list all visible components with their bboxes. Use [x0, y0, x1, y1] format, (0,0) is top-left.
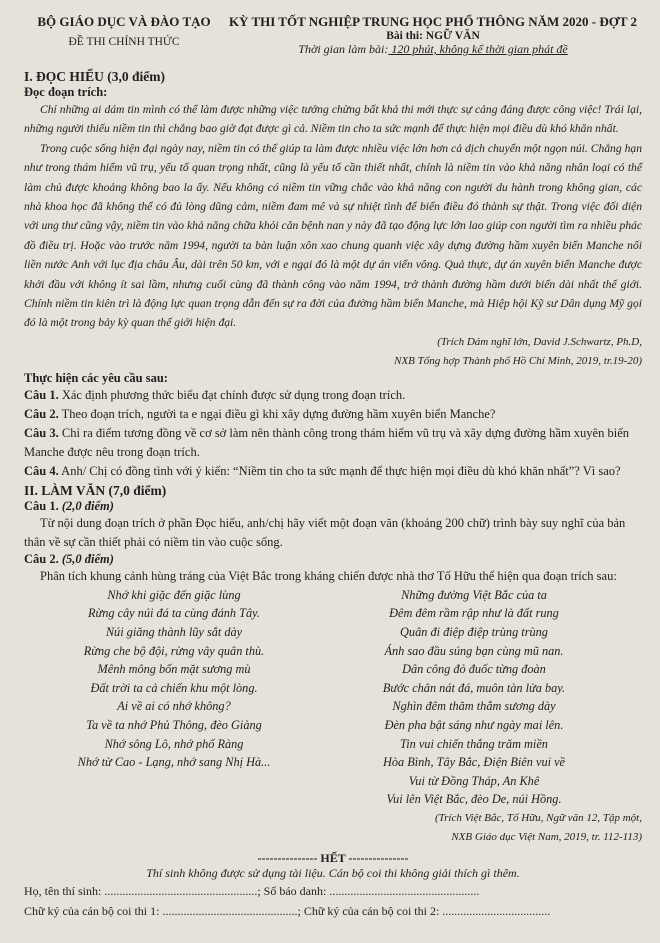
read-label: Đọc đoạn trích:	[24, 85, 108, 99]
official-label: ĐỀ THI CHÍNH THỨC	[68, 36, 180, 48]
poem-line: Đêm đêm rầm rập như là đất rung	[389, 606, 559, 621]
poem-line: Nghìn đêm thăm thẳm sương dày	[392, 699, 556, 714]
time-prefix: Thời gian làm bài:	[298, 42, 389, 56]
passage-paragraph-1: Chỉ những ai dám tin mình có thể làm được những việc tưởng chừng bất khả thi mới thực sự cảng đáng được công việc! Trái lại, những người thiếu niềm tin thì chẳng bao giờ đạt được gì cả. Niềm tin cho ta sức mạnh để thực hiện mọi điều dù khó khăn nhất.	[24, 103, 642, 136]
question-text: Anh/ Chị có đồng tình với ý kiến: “Niềm tin cho ta sức mạnh để thực hiện mọi điều dù khó khăn nhất”? Vì sao?	[58, 463, 621, 478]
part2-title: II. LÀM VĂN (7,0 điểm)	[24, 482, 167, 498]
header-left	[24, 14, 224, 57]
question-number: Câu 1.	[24, 387, 59, 402]
question-number: Câu 3.	[24, 425, 59, 440]
poem-line: Dân công đỏ đuốc từng đoàn	[402, 662, 546, 677]
poem-right-column	[324, 586, 624, 809]
question-number: Câu 2.	[24, 406, 59, 421]
candidate-note: Thí sinh không được sử dụng tài liệu. Cán bộ coi thi không giải thích gì thêm.	[146, 866, 520, 880]
poem-left-column	[24, 586, 324, 809]
poem-line: Vui từ Đồng Tháp, An Khê	[408, 773, 540, 788]
poem-line: Núi giăng thành lũy sắt dày	[105, 625, 243, 640]
poem-line: Ánh sao đầu súng bạn cùng mũ nan.	[384, 643, 564, 658]
passage-source-1: (Trích Dám nghĩ lớn, David J.Schwartz, Ph.D,	[437, 335, 642, 348]
candidate-name-label: Họ, tên thí sinh: ...................................................	[24, 884, 258, 898]
part1-title: I. ĐỌC HIỂU (3,0 điểm)	[24, 69, 165, 84]
question-4	[24, 462, 642, 481]
exam-subject: Bài thi: NGỮ VĂN	[386, 30, 480, 42]
passage-source-2: NXB Tổng hợp Thành phố Hồ Chí Minh, 2019, tr.19-20)	[394, 354, 642, 367]
essay-q2-heading	[24, 552, 642, 567]
essay-q2-score: (5,0 điểm)	[58, 551, 114, 566]
poem-line: Nhớ sông Lô, nhớ phố Ràng	[104, 736, 244, 751]
question-2	[24, 405, 642, 424]
poem-line: Rừng che bộ đội, rừng vây quân thù.	[83, 643, 265, 658]
poem-line: Hòa Bình, Tây Bắc, Điện Biên vui về	[382, 755, 565, 770]
poem-line: Những đường Việt Bắc của ta	[401, 587, 547, 602]
question-3	[24, 424, 642, 462]
time-value: 120 phút, không kể thời gian phát đề	[388, 42, 568, 56]
question-text: Theo đoạn trích, người ta e ngại điều gì khi xây dựng đường hầm xuyên biển Manche?	[58, 406, 496, 421]
essay-q2-num: Câu 2.	[24, 551, 59, 566]
requirements-title: Thực hiện các yêu cầu sau:	[24, 370, 168, 385]
essay-q1-text: Từ nội dung đoạn trích ở phần Đọc hiểu, anh/chị hãy viết một đoạn văn (khoảng 200 chữ) trình bày suy nghĩ của bản thân về sự cần thiết phải có niềm tin vào cuộc sống.	[24, 515, 626, 549]
poem-source-1: (Trích Việt Bắc, Tố Hữu, Ngữ văn 12, Tập một,	[434, 812, 642, 824]
poem-line: Vui lên Việt Bắc, đèo De, núi Hồng.	[386, 792, 562, 807]
essay-q1-score: (2,0 điểm)	[58, 498, 114, 513]
poem-line: Bước chân nát đá, muôn tàn lửa bay.	[382, 680, 566, 695]
essay-q2-text: Phân tích khung cảnh hùng tráng của Việt Bắc trong kháng chiến được nhà thơ Tố Hữu thể hiện qua đoạn trích sau:	[40, 568, 617, 583]
essay-q1-heading	[24, 499, 642, 514]
exam-header	[24, 14, 642, 57]
question-1	[24, 386, 642, 405]
poem-line: Nhớ khi giặc đến giặc lùng	[107, 587, 241, 602]
header-right	[224, 14, 642, 57]
exam-time	[224, 42, 642, 57]
poem-line: Đèn pha bật sáng như ngày mai lên.	[384, 718, 564, 733]
candidate-info-line	[24, 881, 642, 901]
question-text: Xác định phương thức biểu đạt chính được sử dụng trong đoạn trích.	[58, 387, 406, 402]
question-number: Câu 4.	[24, 463, 59, 478]
candidate-number-label: ; Số báo danh: ..................................................	[257, 884, 480, 898]
signature-line	[24, 901, 642, 921]
poem-line: Ai về ai có nhớ không?	[117, 699, 231, 714]
passage-paragraph-2: Trong cuộc sống hiện đại ngày nay, niềm tin có thể giúp ta làm được nhiều việc lớn hơn cả dịch chuyển một ngọn núi. Chẳng hạn như trong thám hiểm vũ trụ, yếu tố quan trọng nhất, cũng là yếu tố cần thiết nhất, chính là niềm tin vào khả năng nhân loại có thể làm chủ được khoảng không bao la ấy. Nếu không có niềm tin vững chắc vào khả năng con người du hành trong không gian, các nhà khoa học đã không thể có đủ lòng dũng cảm, niềm đam mê và sự nhiệt tình để biến điều đó thành sự thật. Trong việc đối diện với ung thư cũng vậy, niềm tin vào khả năng chữa khỏi căn bệnh nan y này đã tạo động lực lớn lao giúp con người tìm ra nhiều phác đồ điều trị. Hoặc vào trước năm 1994, người ta bàn luận xôn xao chung quanh việc xây dựng đường hầm xuyên biển Manche nối liền nước Anh với lục địa châu Âu, dài trên 50 km, với e ngại đó là một dự án viển vông. Quả thực, dự án xuyên biển Manche được khởi đầu với không ít sai lầm, nhưng cuối cùng đã thành công vào năm 1994, trở thành đường hầm dưới biển dài nhất thế giới. Chính niềm tin kiên trì là động lực quan trọng dẫn đến sự ra đời của đường hầm biển Manche, mà Hiệp hội Kỹ sư Dân dụng Mỹ gọi đó là một trong bảy kỳ quan thế giới hiện đại.	[24, 141, 642, 330]
question-text: Chỉ ra điểm tương đồng về cơ sở làm nên thành công trong thám hiểm vũ trụ và xây dựng đường hầm xuyên biển Manche được nêu trong đoạn trích.	[24, 425, 630, 459]
poem-line: Ta về ta nhớ Phủ Thông, đèo Giàng	[86, 718, 262, 733]
proctor1-signature-label: Chữ ký của cán bộ coi thi 1: .............................................	[24, 904, 298, 918]
poem-line: Tin vui chiến thắng trăm miền	[400, 736, 548, 751]
poem-line: Đất trời ta cả chiến khu một lòng.	[90, 680, 258, 695]
poem-line: Rừng cây núi đá ta cùng đánh Tây.	[87, 606, 260, 621]
essay-q1-num: Câu 1.	[24, 498, 59, 513]
exam-title: KỲ THI TỐT NGHIỆP TRUNG HỌC PHỔ THÔNG NĂM 2020 - ĐỢT 2	[228, 14, 638, 29]
poem-excerpt	[24, 586, 642, 809]
poem-line: Nhớ từ Cao - Lạng, nhớ sang Nhị Hà...	[77, 755, 271, 770]
end-marker: --------------- HẾT ---------------	[257, 851, 409, 865]
poem-line: Mênh mông bốn mặt sương mù	[97, 662, 251, 677]
proctor2-signature-label: ; Chữ ký của cán bộ coi thi 2: ....................................	[297, 904, 551, 918]
poem-line: Quân đi điệp điệp trùng trùng	[400, 625, 548, 640]
poem-source-2: NXB Giáo dục Việt Nam, 2019, tr. 112-113)	[451, 831, 642, 843]
ministry-name: BỘ GIÁO DỤC VÀ ĐÀO TẠO	[37, 14, 211, 29]
